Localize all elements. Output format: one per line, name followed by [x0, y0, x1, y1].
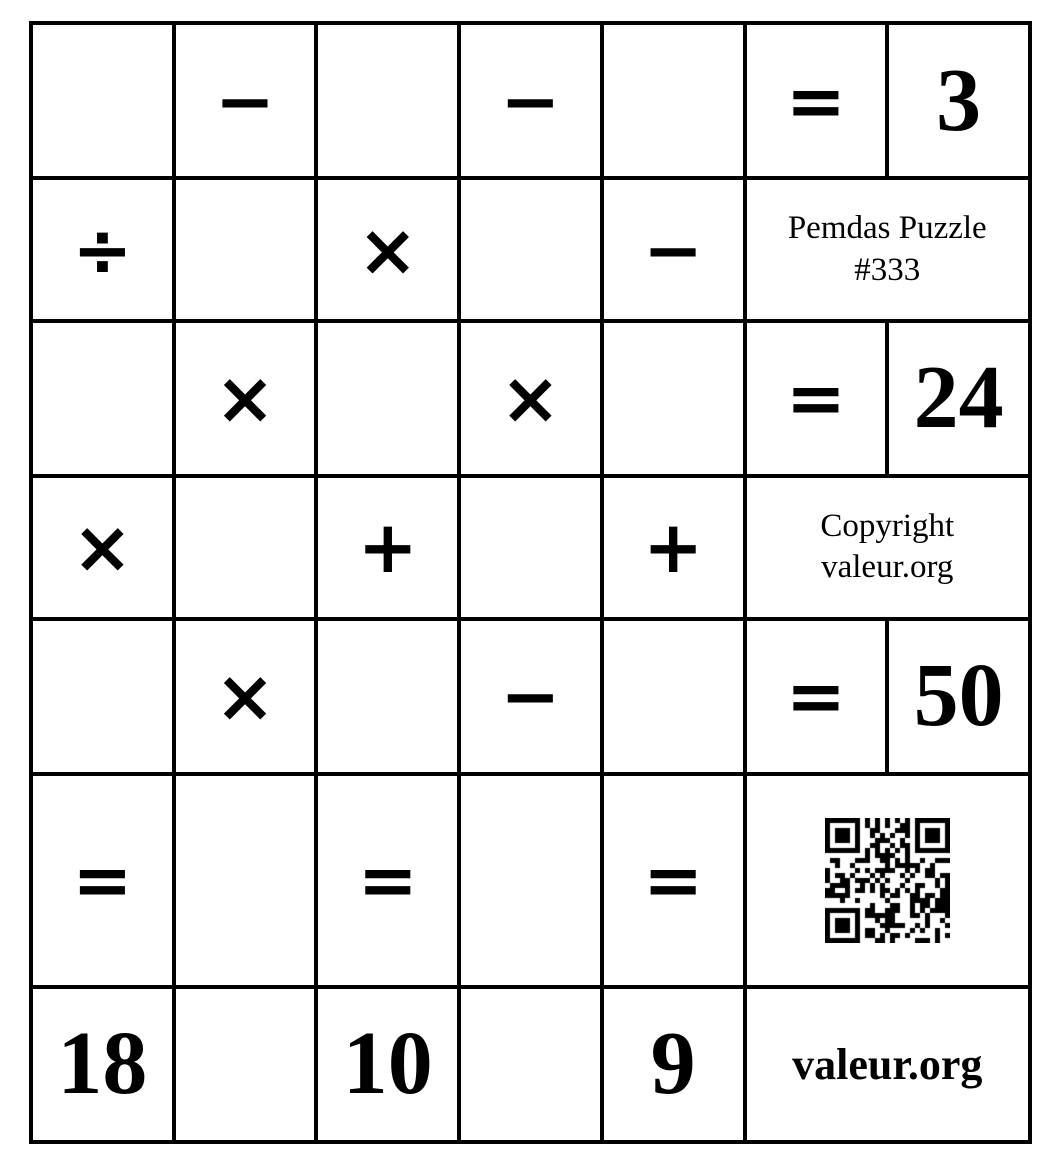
equals-operator-cell — [745, 619, 888, 774]
minus-operator-cell — [174, 23, 317, 178]
puzzle-row-1 — [31, 23, 1030, 178]
puzzle-grid-body — [31, 23, 1030, 1142]
puzzle-row-7 — [31, 987, 1030, 1142]
qr-code — [825, 818, 950, 943]
minus-operator: − — [643, 207, 704, 292]
shaded-cell — [174, 987, 317, 1142]
times-operator-cell — [174, 619, 317, 774]
brand-cell: valeur.org — [745, 987, 1030, 1142]
result-24-cell: 24 — [887, 321, 1030, 476]
equals-operator: = — [785, 654, 847, 739]
puzzle-title-cell-line-2: #333 — [854, 251, 921, 288]
blank-answer-cell — [316, 23, 459, 178]
equals-operator: = — [357, 838, 418, 923]
minus-operator: − — [500, 654, 561, 739]
equals-operator-cell — [745, 23, 888, 178]
minus-operator: − — [214, 58, 276, 143]
blank-answer-cell — [31, 321, 174, 476]
times-operator: × — [214, 654, 276, 739]
blank-answer-cell — [31, 619, 174, 774]
pemdas-puzzle-grid — [29, 21, 1032, 1144]
times-operator-cell — [31, 476, 174, 619]
blank-answer-cell — [602, 619, 745, 774]
divide-operator: ÷ — [72, 207, 133, 292]
plus-operator: + — [357, 505, 418, 590]
plus-operator-cell — [602, 476, 745, 619]
copyright-cell — [745, 476, 1030, 619]
puzzle-title-cell-line-1: Pemdas Puzzle — [787, 210, 987, 247]
equals-operator-cell — [31, 774, 174, 987]
minus-operator-cell — [459, 619, 602, 774]
blank-answer-cell — [316, 321, 459, 476]
equals-operator-cell — [316, 774, 459, 987]
copyright-cell-line-2: valeur.org — [821, 549, 954, 586]
shaded-cell — [174, 178, 317, 321]
equals-operator-cell — [602, 774, 745, 987]
result-18-cell: 18 — [31, 987, 174, 1142]
plus-operator: + — [643, 505, 704, 590]
times-operator: × — [72, 505, 133, 590]
minus-operator: − — [500, 58, 561, 143]
blank-answer-cell — [31, 23, 174, 178]
copyright-cell-line-1: Copyright — [820, 508, 955, 545]
puzzle-row-4 — [31, 476, 1030, 619]
puzzle-row-5 — [31, 619, 1030, 774]
equals-operator: = — [72, 838, 133, 923]
divide-operator-cell — [31, 178, 174, 321]
result-9-cell: 9 — [602, 987, 745, 1142]
result-3-cell: 3 — [887, 23, 1030, 178]
times-operator-cell — [459, 321, 602, 476]
equals-operator: = — [785, 356, 847, 441]
times-operator: × — [500, 356, 561, 441]
blank-answer-cell — [602, 23, 745, 178]
shaded-cell — [174, 774, 317, 987]
equals-operator-cell — [745, 321, 888, 476]
equals-operator: = — [785, 58, 847, 143]
shaded-cell — [459, 774, 602, 987]
plus-operator-cell — [316, 476, 459, 619]
result-10-cell: 10 — [316, 987, 459, 1142]
equals-operator: = — [643, 838, 704, 923]
shaded-cell — [459, 476, 602, 619]
puzzle-title-cell — [745, 178, 1030, 321]
times-operator-cell — [316, 178, 459, 321]
minus-operator-cell — [602, 178, 745, 321]
times-operator: × — [357, 207, 418, 292]
shaded-cell — [174, 476, 317, 619]
qr-code-cell — [745, 774, 1030, 987]
puzzle-row-3 — [31, 321, 1030, 476]
puzzle-row-2 — [31, 178, 1030, 321]
minus-operator-cell — [459, 23, 602, 178]
times-operator-cell — [174, 321, 317, 476]
blank-answer-cell — [316, 619, 459, 774]
blank-answer-cell — [602, 321, 745, 476]
times-operator: × — [214, 356, 276, 441]
result-50-cell: 50 — [887, 619, 1030, 774]
shaded-cell — [459, 987, 602, 1142]
puzzle-row-6 — [31, 774, 1030, 987]
shaded-cell — [459, 178, 602, 321]
